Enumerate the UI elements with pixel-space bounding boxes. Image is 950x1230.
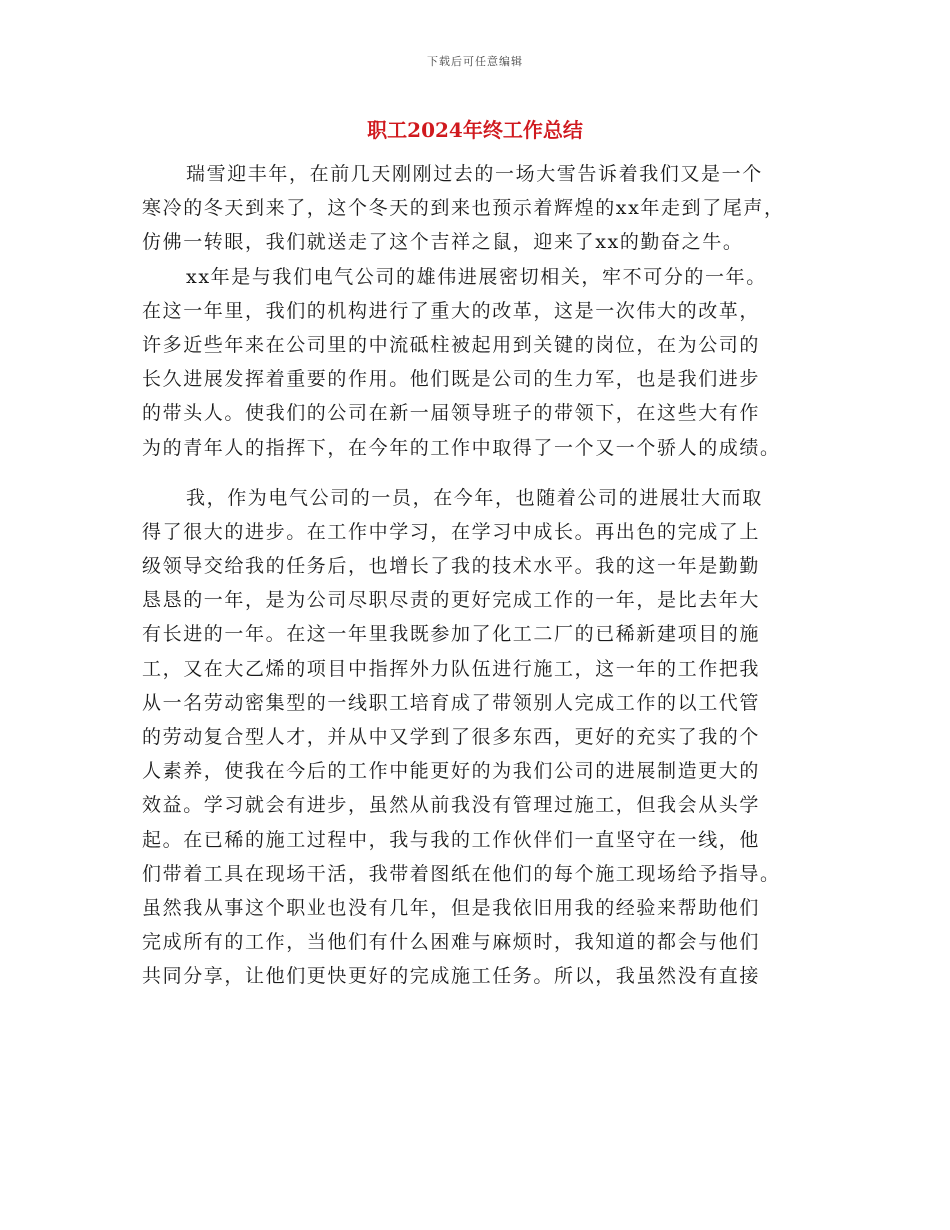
text-line: 虽然我从事这个职业也没有几年，但是我依旧用我的经验来帮助他们 (142, 896, 761, 919)
paragraph (142, 260, 812, 465)
text-line: 完成所有的工作，当他们有什么困难与麻烦时，我知道的都会与他们 (142, 931, 761, 954)
text-line: 得了很大的进步。在工作中学习，在学习中成长。再出色的完成了上 (142, 520, 761, 543)
text-line: 在这一年里，我们的机构进行了重大的改革，这是一次伟大的改革， (142, 299, 761, 322)
text-line: 的劳动复合型人才，并从中又学到了很多东西，更好的充实了我的个 (142, 726, 761, 748)
text-line: 许多近些年来在公司里的中流砥柱被起用到关键的岗位，在为公司的 (142, 333, 761, 356)
text-line: xx年是与我们电气公司的雄伟进展密切相关，牢不可分的一年。 (186, 265, 767, 288)
text-line: 共同分享，让他们更快更好的完成施工任务。所以，我虽然没有直接 (142, 965, 761, 988)
document-body (142, 157, 812, 994)
header-note: 下载后可任意编辑 (427, 55, 523, 68)
text-line: 有长进的一年。在这一年里我既参加了化工二厂的已稀新建项目的施 (142, 623, 761, 646)
paragraph (142, 481, 812, 994)
text-line: 从一名劳动密集型的一线职工培育成了带领别人完成工作的以工代管 (142, 691, 761, 714)
paragraph-gap (142, 465, 812, 481)
text-line: 起。在已稀的施工过程中，我与我的工作伙伴们一直坚守在一线，他 (142, 828, 761, 851)
text-line: 长久进展发挥着重要的作用。他们既是公司的生力军，也是我们进步 (142, 368, 761, 391)
text-line: 瑞雪迎丰年，在前几天刚刚过去的一场大雪告诉着我们又是一个 (186, 163, 763, 185)
text-line: 级领导交给我的任务后，也增长了我的技术水平。我的这一年是勤勤 (142, 555, 761, 578)
text-line: 仿佛一转眼，我们就送走了这个吉祥之鼠，迎来了xx的勤奋之牛。 (142, 231, 744, 254)
paragraph (142, 157, 812, 260)
text-line: 人素养，使我在今后的工作中能更好的为我们公司的进展制造更大的 (142, 760, 761, 783)
text-line: 我，作为电气公司的一员，在今年，也随着公司的进展壮大而取 (186, 486, 763, 509)
text-line: 效益。学习就会有进步，虽然从前我没有管理过施工，但我会从头学 (142, 794, 761, 817)
text-line: 寒冷的冬天到来了，这个冬天的到来也预示着辉煌的xx年走到了尾声， (142, 197, 785, 220)
text-line: 为的青年人的指挥下，在今年的工作中取得了一个又一个骄人的成绩。 (142, 436, 781, 459)
text-line: 工，又在大乙烯的项目中指挥外力队伍进行施工，这一年的工作把我 (142, 657, 761, 680)
text-line: 的带头人。使我们的公司在新一届领导班子的带领下，在这些大有作 (142, 402, 761, 425)
text-line: 们带着工具在现场干活，我带着图纸在他们的每个施工现场给予指导。 (142, 862, 781, 885)
text-line: 恳恳的一年，是为公司尽职尽责的更好完成工作的一年，是比去年大 (142, 589, 761, 612)
document-title: 职工2024年终工作总结 (367, 118, 583, 142)
